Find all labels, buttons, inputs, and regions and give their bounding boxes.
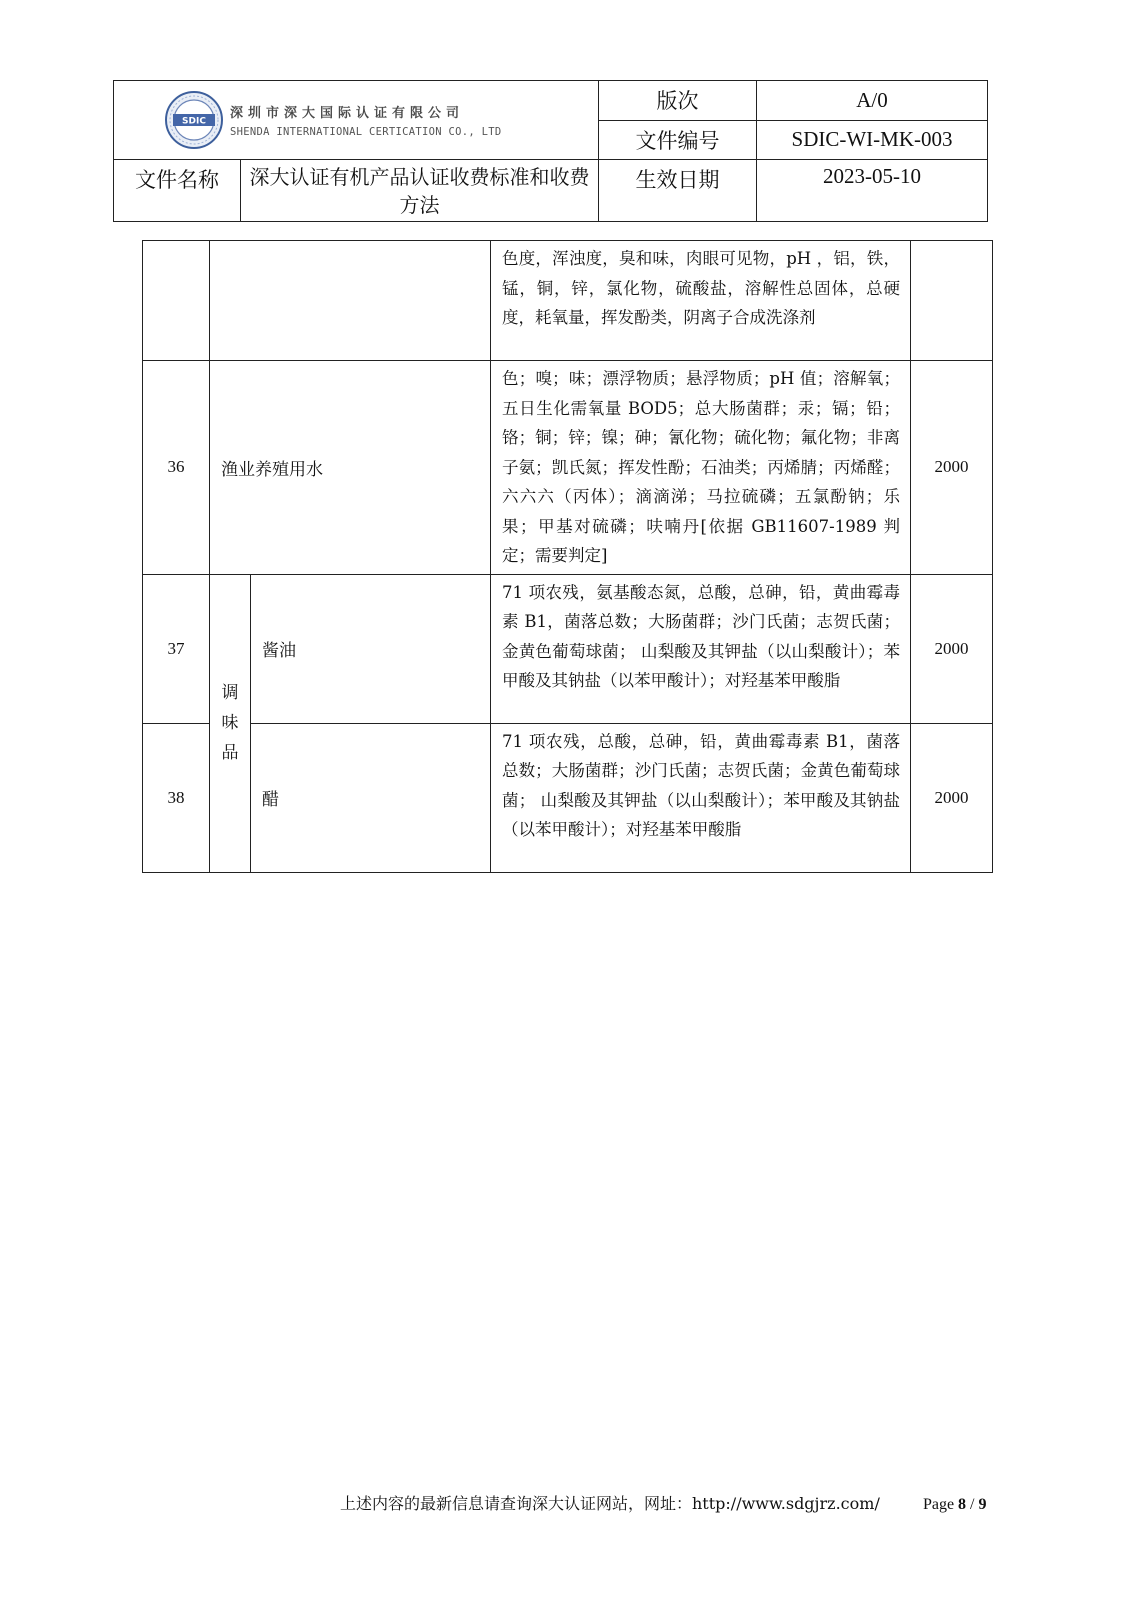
row-name — [210, 241, 491, 361]
doc-name-value: 深大认证有机产品认证收费标准和收费方法 — [241, 160, 599, 222]
row-fee — [911, 241, 993, 361]
row-number: 36 — [143, 361, 210, 575]
doc-number-label: 文件编号 — [599, 120, 757, 160]
table-row — [143, 361, 993, 575]
page-word: Page — [922, 1496, 955, 1513]
row-number — [143, 241, 210, 361]
row-name: 醋 — [251, 723, 491, 872]
doc-number-value: SDIC-WI-MK-003 — [757, 120, 988, 160]
logo-text: SDIC — [182, 116, 206, 127]
row-number: 37 — [143, 574, 210, 723]
category-label — [210, 678, 250, 768]
document-header — [113, 80, 988, 222]
doc-name-label: 文件名称 — [114, 160, 241, 222]
page-current: 8 — [958, 1496, 967, 1513]
row-name: 酱油 — [251, 574, 491, 723]
row-fee: 2000 — [911, 574, 993, 723]
effective-date-label: 生效日期 — [599, 160, 757, 222]
version-value: A/0 — [757, 81, 988, 121]
effective-date-value: 2023-05-10 — [757, 160, 988, 222]
row-fee: 2000 — [911, 723, 993, 872]
row-name: 渔业养殖用水 — [210, 361, 491, 575]
company-name-cn: 深圳市深大国际认证有限公司 — [230, 106, 465, 121]
test-items: 色度，浑浊度，臭和味，肉眼可见物，pH ，铝，铁，锰，铜，锌，氯化物，硫酸盐，溶解性总固体，总硬度，耗氧量，挥发酚类，阴离子合成洗涤剂 — [491, 241, 911, 361]
test-items: 71 项农残，氨基酸态氮，总酸，总砷，铅，黄曲霉毒素 B1，菌落总数；大肠菌群；沙门氏菌；志贺氏菌；金黄色葡萄球菌； 山梨酸及其钾盐（以山梨酸计）；苯甲酸及其钠盐（以苯甲酸计）；对羟基苯甲酸脂 — [491, 574, 911, 723]
category-char: 品 — [221, 743, 239, 763]
website-notice: 上述内容的最新信息请查询深大认证网站，网址：http://www.sdgjrz.com/ — [340, 1494, 880, 1513]
version-label: 版次 — [599, 81, 757, 121]
page-total: 9 — [978, 1496, 987, 1513]
row-fee: 2000 — [911, 361, 993, 575]
test-items: 色；嗅；味；漂浮物质；悬浮物质；pH 值；溶解氧；五日生化需氧量 BOD5；总大肠菌群；汞；镉；铅；铬；铜；锌；镍；砷；氰化物；硫化物；氟化物；非离子氨；凯氏氮；挥发性酚；石油类；丙烯腈；丙烯醛；六六六（丙体）；滴滴涕；马拉硫磷；五氯酚钠；乐果；甲基对硫磷；呋喃丹[依据 GB11607-1989 判定；需要判定] — [491, 361, 911, 575]
page-indicator — [923, 1496, 987, 1513]
table-row — [143, 241, 993, 361]
page-separator: / — [970, 1496, 975, 1513]
company-logo-cell — [114, 81, 599, 160]
row-number: 38 — [143, 723, 210, 872]
table-row — [143, 574, 993, 723]
table-row — [143, 723, 993, 872]
category-char: 调 — [221, 683, 239, 703]
category-char: 味 — [221, 713, 239, 733]
page-footer — [340, 1491, 1040, 1514]
company-name-en: SHENDA INTERNATIONAL CERTICATION CO., LTD — [230, 126, 502, 138]
category-cell — [210, 574, 251, 872]
test-items: 71 项农残，总酸，总砷，铅，黄曲霉毒素 B1，菌落总数；大肠菌群；沙门氏菌；志贺氏菌；金黄色葡萄球菌； 山梨酸及其钾盐（以山梨酸计）；苯甲酸及其钠盐（以苯甲酸计）；对羟基苯甲酸脂 — [491, 723, 911, 872]
fee-table — [142, 240, 993, 873]
company-seal-icon — [164, 90, 224, 150]
